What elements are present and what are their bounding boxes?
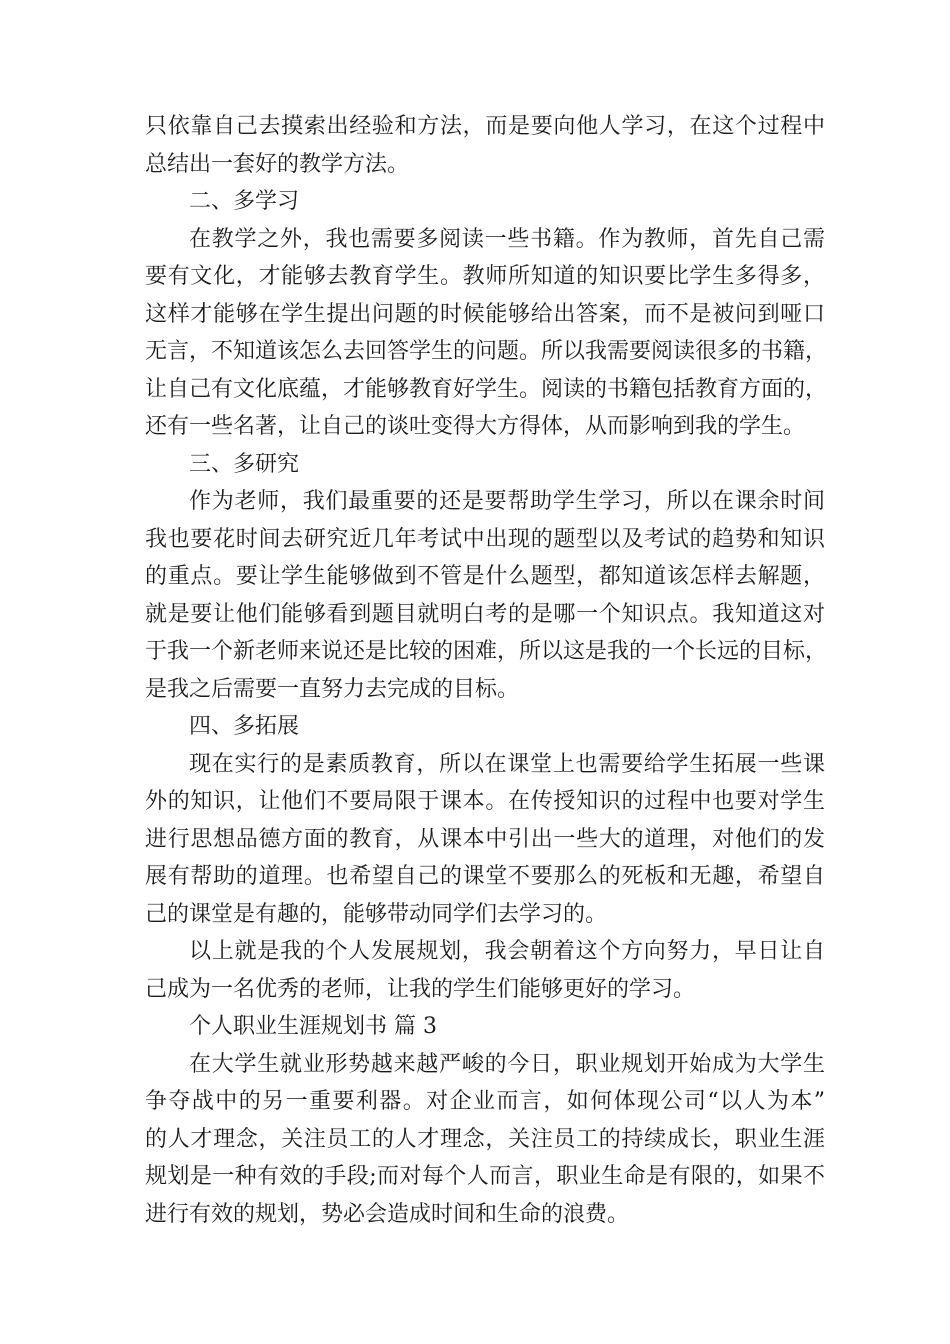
text-line: 总结出一套好的教学方法。	[145, 151, 410, 177]
text-line: 争夺战中的另一重要利器。对企业而言，如何体现公司“以人为本”	[145, 1089, 825, 1114]
text-line: 让自己有文化底蕴，才能够教育好学生。阅读的书籍包括教育方面的，	[145, 376, 828, 402]
text-line: 的人才理念，关注员工的人才理念，关注员工的持续成长，职业生涯	[145, 1126, 825, 1152]
text-line: 二、多学习	[189, 189, 300, 214]
text-line: 就是要让他们能够看到题目就明白考的是哪一个知识点。我知道这对	[145, 601, 825, 627]
text-line: 在教学之外，我也需要多阅读一些书籍。作为教师，首先自己需	[189, 226, 825, 252]
text-line: 进行思想品德方面的教育，从课本中引出一些大的道理，对他们的发	[145, 826, 825, 852]
text-line: 这样才能够在学生提出问题的时候能够给出答案，而不是被问到哑口	[145, 301, 825, 327]
document-body	[145, 108, 828, 1233]
text-line: 以上就是我的个人发展规划，我会朝着这个方向努力，早日让自	[189, 939, 825, 964]
text-line: 还有一些名著，让自己的谈吐变得大方得体，从而影响到我的学生。	[145, 414, 806, 439]
text-line: 是我之后需要一直努力去完成的目标。	[145, 676, 520, 702]
text-line: 己的课堂是有趣的，能够带动同学们去学习的。	[145, 901, 608, 927]
text-line: 展有帮助的道理。也希望自己的课堂不要那么的死板和无趣，希望自	[145, 864, 825, 889]
text-line: 我也要花时间去研究近几年考试中出现的题型以及考试的趋势和知识	[145, 526, 825, 552]
text-line: 在大学生就业形势越来越严峻的今日，职业规划开始成为大学生	[189, 1051, 825, 1077]
text-line: 四、多拓展	[189, 714, 300, 739]
text-line: 于我一个新老师来说还是比较的困难，所以这是我的一个长远的目标，	[145, 639, 828, 664]
text-line: 个人职业生涯规划书 篇 3	[189, 1014, 437, 1039]
text-line: 己成为一名优秀的老师，让我的学生们能够更好的学习。	[145, 976, 696, 1002]
text-line: 现在实行的是素质教育，所以在课堂上也需要给学生拓展一些课	[189, 751, 825, 777]
text-line: 外的知识，让他们不要局限于课本。在传授知识的过程中也要对学生	[145, 789, 825, 814]
text-line: 无言，不知道该怎么去回答学生的问题。所以我需要阅读很多的书籍，	[145, 339, 828, 364]
text-line: 只依靠自己去摸索出经验和方法，而是要向他人学习，在这个过程中	[145, 114, 825, 139]
text-line: 三、多研究	[189, 451, 300, 477]
text-line: 规划是一种有效的手段;而对每个人而言，职业生命是有限的，如果不	[145, 1164, 825, 1189]
text-line: 进行有效的规划，势必会造成时间和生命的浪费。	[145, 1201, 630, 1227]
text-line: 要有文化，才能够去教育学生。教师所知道的知识要比学生多得多，	[145, 264, 825, 289]
text-line: 作为老师，我们最重要的还是要帮助学生学习，所以在课余时间	[189, 489, 825, 514]
text-line: 的重点。要让学生能够做到不管是什么题型，都知道该怎样去解题，	[145, 564, 825, 589]
